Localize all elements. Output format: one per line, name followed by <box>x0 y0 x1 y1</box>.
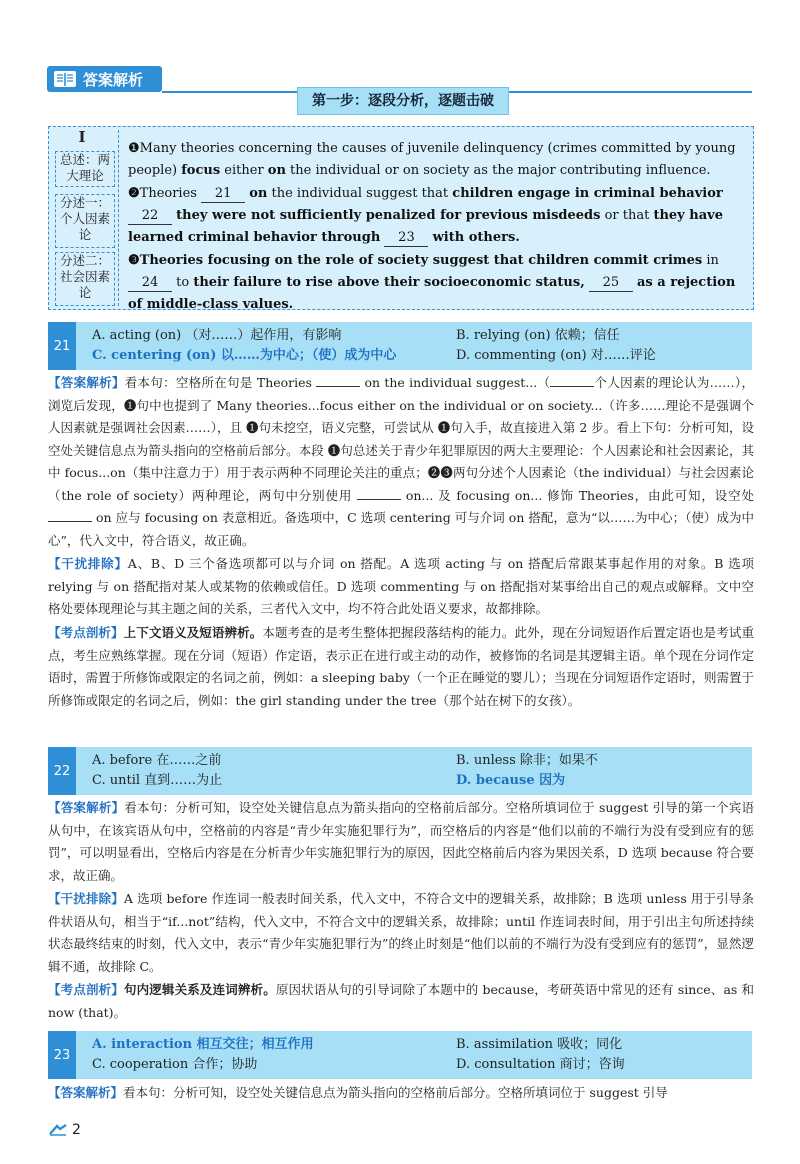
page-number: 2 <box>48 1122 81 1138</box>
paragraph-number: I <box>78 128 86 146</box>
page-arrow-icon <box>48 1124 68 1136</box>
q22-answer-analysis: 【答案解析】看本句：分析可知，设空处关键信息点为箭头指向的空格前后部分。空格所填词位于 suggest 引导的第一个宾语从句中，在该宾语从句中，空格前的内容是“青少年实施犯罪行为”，而空格后的内容是“他们以前的不端行为没有受到应有的惩罚”，可以明显看出，空格后内容是在分析青少年实施犯罪行为的原因，因此空格前后内容为果因关系，D 选项 because 符合要求，故正确。 <box>48 800 754 883</box>
question-number: 23 <box>48 1031 76 1079</box>
option-a[interactable]: A. interaction 相互交往；相互作用 <box>92 1037 314 1052</box>
option-a[interactable]: A. before 在……之前 <box>92 753 222 768</box>
option-d[interactable]: D. because 因为 <box>456 773 566 788</box>
q21-distractor: 【干扰排除】A、B、D 三个备选项都可以与介词 on 搭配。A 选项 acting 与 on 搭配后常跟某事起作用的对象。B 选项 relying 与 on 搭配指对某人或某物的依赖或信任。D 选项 commenting 与 on 搭配指对某事给出自己的观点或解释。文中空格处要体现理论与其主题之间的关系，三者代入文中，均不符合此处语义要求，故都排除。 <box>48 556 754 616</box>
section-badge-label: 答案解析 <box>83 70 144 89</box>
option-d[interactable]: D. commenting (on) 对……评论 <box>456 348 656 363</box>
blank-22[interactable]: 22 <box>128 208 172 225</box>
option-b[interactable]: B. assimilation 吸收；同化 <box>456 1037 623 1052</box>
option-a[interactable]: A. acting (on) （对……）起作用，有影响 <box>92 328 342 343</box>
q22-distractor: 【干扰排除】A 选项 before 作连词一般表时间关系，代入文中，不符合文中的逻辑关系，故排除；B 选项 unless 用于引导条件状语从句，相当于“if...not”结构，代入文中，不符合文中的逻辑关系，故排除；until 作连词表时间，用于引出主句所述持续状态最终结束的时刻，代入文中，表示“青少年实施犯罪行为”的终止时刻是“他们以前的不端行为没有受到应有的惩罚”，显然逻辑不通，故排除 C。 <box>48 891 754 974</box>
tag-society: 分述二：社会因素论 <box>55 252 115 306</box>
section-badge <box>47 66 162 92</box>
q23-answer-analysis: 【答案解析】看本句：分析可知，设空处关键信息点为箭头指向的空格前后部分。空格所填词位于 suggest 引导 <box>48 1085 668 1100</box>
option-c[interactable]: C. until 直到……为止 <box>92 773 223 788</box>
passage-divider <box>118 130 119 306</box>
question-23-options <box>48 1031 752 1079</box>
book-icon <box>53 69 77 89</box>
sentence-2: ❷Theories 21 on the individual suggest that children engage in criminal behavior 22 they were not sufficiently penalized for previous misdeeds or that they have learned criminal behavior through 23 with others. <box>128 186 723 245</box>
blank-24[interactable]: 24 <box>128 275 172 292</box>
tag-individual: 分述一：个人因素论 <box>55 194 115 248</box>
tag-overview: 总述：两大理论 <box>55 151 115 187</box>
option-c[interactable]: C. centering (on) 以……为中心；（使）成为中心 <box>92 348 397 363</box>
option-b[interactable]: B. relying (on) 依赖；信任 <box>456 328 620 343</box>
blank-23[interactable]: 23 <box>384 230 428 247</box>
q22-point: 【考点剖析】句内逻辑关系及连词辨析。原因状语从句的引导词除了本题中的 because，考研英语中常见的还有 since、as 和 now (that)。 <box>48 982 754 1020</box>
option-b[interactable]: B. unless 除非；如果不 <box>456 753 598 768</box>
question-21-options <box>48 322 752 370</box>
option-d[interactable]: D. consultation 商讨；咨询 <box>456 1057 625 1072</box>
sentence-1: ❶Many theories concerning the causes of juvenile delinquency (crimes committed by young people) focus either on the individual or on society as the major contributing influence. <box>128 141 736 178</box>
question-22-options <box>48 747 752 795</box>
option-c[interactable]: C. cooperation 合作；协助 <box>92 1057 258 1072</box>
question-number: 21 <box>48 322 76 370</box>
sentence-3: ❸Theories focusing on the role of society suggest that children commit crimes in 24 to their failure to rise above their socioeconomic status, 25 as a rejection of middle-class values. <box>128 253 736 312</box>
question-number: 22 <box>48 747 76 795</box>
blank-25[interactable]: 25 <box>589 275 633 292</box>
step-title: 第一步：逐段分析，逐题击破 <box>297 87 509 115</box>
q21-point: 【考点剖析】上下文语义及短语辨析。本题考查的是考生整体把握段落结构的能力。此外，现在分词短语作后置定语也是考试重点，考生应熟练掌握。现在分词（短语）作定语，表示正在进行或主动的动作，被修饰的名词是其逻辑主语。单个现在分词作定语时，需置于所修饰或限定的名词之前，例如：a sleeping baby（一个正在睡觉的婴儿）；当现在分词短语作定语时，则需置于所修饰或限定的名词之后，例如：the girl standing under the tree（那个站在树下的女孩）。 <box>48 625 754 708</box>
q21-answer-analysis: 【答案解析】看本句：空格所在句是 Theories on the individual suggest...（ 个人因素的理论认为……），浏览后发现，❶句中也提到了 Many theories...focus either on the individual or on society...（许多……理论不是强调个人因素就是强调社会因素……），且 ❶句未挖空，语义完整，可尝试从 ❶句入手，故直接进入第 2 步。看上下句：分析可知，设空处关键信息点为箭头指向的空格前后部分。本段 ❶句总述关于青少年犯罪原因的两大主要理论：个人因素论和社会因素论，其中 focus...on（集中注意力于）用于表示两种不同理论关注的重点；❷❸两句分述个人因素论（the individual）与社会因素论（the role of society）两种理论，两句中分别使用 on... 及 focusing on... 修饰 Theories，由此可知，设空处 on 应与 focusing on 表意相近。备选项中，C 选项 centering 可与介词 on 搭配，意为“以……为中心；（使）成为中心”，代入文中，符合语义，故正确。 <box>48 375 754 548</box>
blank-21[interactable]: 21 <box>201 186 245 203</box>
